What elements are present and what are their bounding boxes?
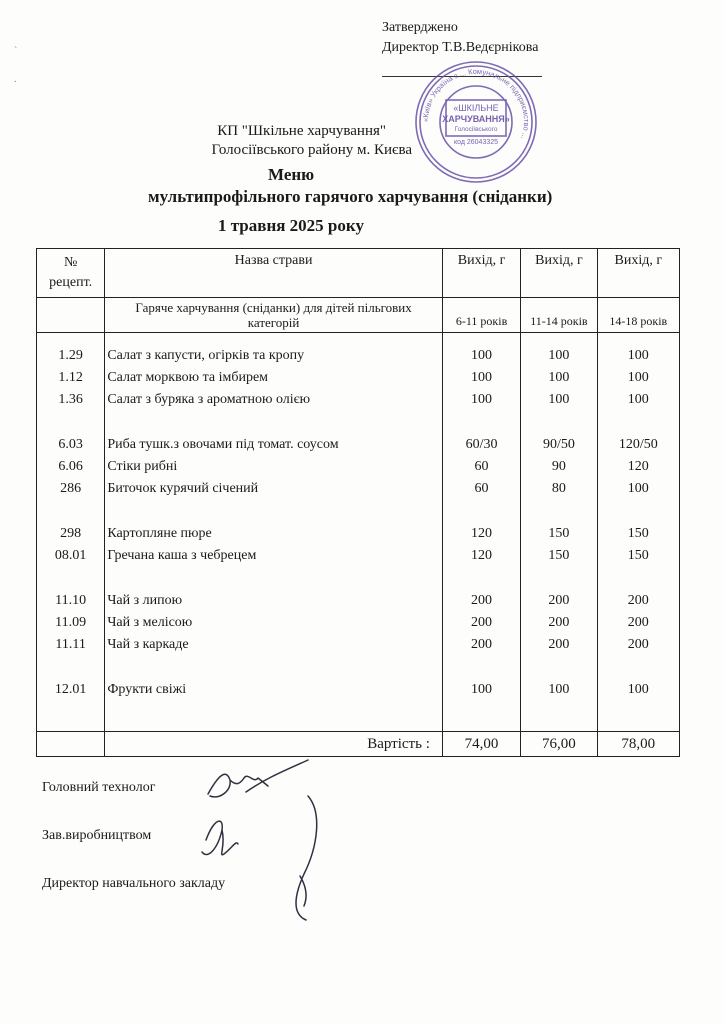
output-value-3: 200: [627, 637, 649, 652]
output-value-2: 100: [548, 348, 570, 363]
dish-name: Фрукти свіжі: [107, 682, 187, 697]
recipe-code: 08.01: [54, 548, 87, 563]
school-director-label: Директор навчального закладу: [42, 876, 226, 891]
output-value-2: 150: [548, 526, 570, 541]
recipe-code: 1.36: [58, 392, 83, 407]
stamp-outer-text: «Київ» Україна з ... Комунальне підприємство ...: [420, 66, 532, 141]
recipe-code: 12.01: [54, 682, 87, 697]
output-column-2: [521, 333, 596, 731]
dish-name: Салат з буряка з ароматною олією: [107, 392, 311, 407]
output-value-2: 100: [548, 682, 570, 697]
dish-name: Салат з капусти, огірків та кропу: [107, 348, 305, 363]
organization-line-1: КП "Шкільне харчування": [217, 123, 386, 139]
output-value-2: 90: [551, 459, 566, 474]
scan-mark: `: [14, 46, 18, 57]
menu-table: [36, 248, 680, 757]
recipe-code: 6.03: [58, 437, 83, 452]
recipe-code: 1.29: [58, 348, 83, 363]
output-value-1: 120: [471, 548, 493, 563]
dish-name-column: [105, 333, 442, 731]
dish-name: Чай з каркаде: [107, 637, 189, 652]
category-label: Гаряче харчування (сніданки) для дітей пільгових категорій: [105, 298, 443, 333]
output-value-3: 200: [627, 615, 649, 630]
header-recipe: № рецепт.: [37, 249, 105, 298]
category-empty-cell: [37, 298, 105, 333]
age-group-3: 14-18 років: [597, 298, 679, 333]
menu-title: Меню: [268, 165, 315, 184]
cost-label: Вартість :: [105, 732, 443, 757]
output-value-3: 150: [627, 526, 649, 541]
output-value-1: 200: [471, 615, 493, 630]
recipe-code: 11.10: [55, 593, 87, 608]
cost-value-2: 76,00: [521, 732, 597, 757]
category-row: [37, 298, 680, 333]
output-value-2: 200: [548, 637, 570, 652]
output-value-2: 200: [548, 593, 570, 608]
output-column-3: [598, 333, 679, 731]
table-header-row: [37, 249, 680, 298]
output-value-1: 100: [471, 370, 493, 385]
age-group-1: 6-11 років: [442, 298, 520, 333]
output-value-1: 200: [471, 593, 493, 608]
dish-name: Салат морквою та імбирем: [107, 370, 269, 385]
recipe-code-column: [37, 333, 104, 731]
official-stamp: [412, 58, 540, 186]
output-value-3: 200: [627, 593, 649, 608]
age-group-2: 11-14 років: [521, 298, 597, 333]
menu-subtitle: мультипрофільного гарячого харчування (сніданки): [148, 187, 553, 206]
header-output-1: Вихід, г: [442, 249, 520, 298]
output-value-1: 100: [471, 348, 493, 363]
output-value-3: 100: [627, 370, 649, 385]
production-head-signature: [202, 821, 238, 855]
output-value-3: 100: [627, 348, 649, 363]
recipe-code: 1.12: [58, 370, 83, 385]
output-value-2: 80: [551, 481, 566, 496]
cost-value-3: 78,00: [597, 732, 679, 757]
output-value-1: 200: [471, 637, 493, 652]
output-value-3: 100: [627, 392, 649, 407]
output-column-1: [443, 333, 520, 731]
scan-mark: .: [14, 74, 17, 85]
output-value-2: 100: [548, 370, 570, 385]
output-value-1: 100: [471, 682, 493, 697]
output-value-3: 120: [627, 459, 649, 474]
stamp-line-3: Голосіївського: [454, 126, 498, 133]
recipe-code: 11.11: [55, 637, 86, 652]
stamp-code: код 26043325: [453, 139, 499, 146]
output-value-1: 60: [474, 481, 489, 496]
recipe-code: 11.09: [55, 615, 87, 630]
approved-label: Затверджено: [382, 20, 458, 35]
output-value-2: 150: [548, 548, 570, 563]
header-dish: Назва страви: [105, 249, 443, 298]
output-value-2: 200: [548, 615, 570, 630]
dish-name: Стіки рибні: [107, 459, 178, 474]
menu-date: 1 травня 2025 року: [218, 216, 364, 235]
output-value-1: 100: [471, 392, 493, 407]
cost-empty-cell: [37, 732, 105, 757]
cost-value-1: 74,00: [442, 732, 520, 757]
organization-line-2: Голосіївського району м. Києва: [211, 142, 412, 158]
output-value-2: 100: [548, 392, 570, 407]
handwritten-signatures: [196, 756, 326, 926]
recipe-code: 298: [60, 526, 82, 541]
dishes-body: [37, 333, 680, 732]
dish-name: Гречана каша з чебрецем: [107, 548, 257, 563]
output-value-3: 120/50: [618, 437, 658, 452]
output-value-2: 90/50: [542, 437, 575, 452]
recipe-code: 286: [60, 481, 82, 496]
output-value-1: 60: [474, 459, 489, 474]
recipe-code: 6.06: [58, 459, 83, 474]
chief-technologist-label: Головний технолог: [42, 780, 156, 795]
output-value-1: 60/30: [465, 437, 498, 452]
technologist-signature: [208, 760, 308, 797]
output-value-3: 100: [627, 682, 649, 697]
cost-row: [37, 732, 680, 757]
dish-name: Чай з липою: [107, 593, 183, 608]
output-value-1: 120: [471, 526, 493, 541]
dish-name: Биточок курячий січений: [107, 481, 259, 496]
stamp-line-1: «ШКІЛЬНЕ: [453, 103, 499, 113]
production-head-label: Зав.виробництвом: [42, 828, 152, 843]
header-output-3: Вихід, г: [597, 249, 679, 298]
director-signature: [296, 796, 317, 920]
director-name: Директор Т.В.Ведєрнікова: [382, 40, 539, 55]
stamp-line-2: ХАРЧУВАННЯ»: [442, 114, 510, 124]
dish-name: Картопляне пюре: [107, 526, 212, 541]
output-value-3: 100: [627, 481, 649, 496]
output-value-3: 150: [627, 548, 649, 563]
header-output-2: Вихід, г: [521, 249, 597, 298]
dish-name: Чай з мелісою: [107, 615, 193, 630]
dish-name: Риба тушк.з овочами під томат. соусом: [107, 437, 339, 452]
